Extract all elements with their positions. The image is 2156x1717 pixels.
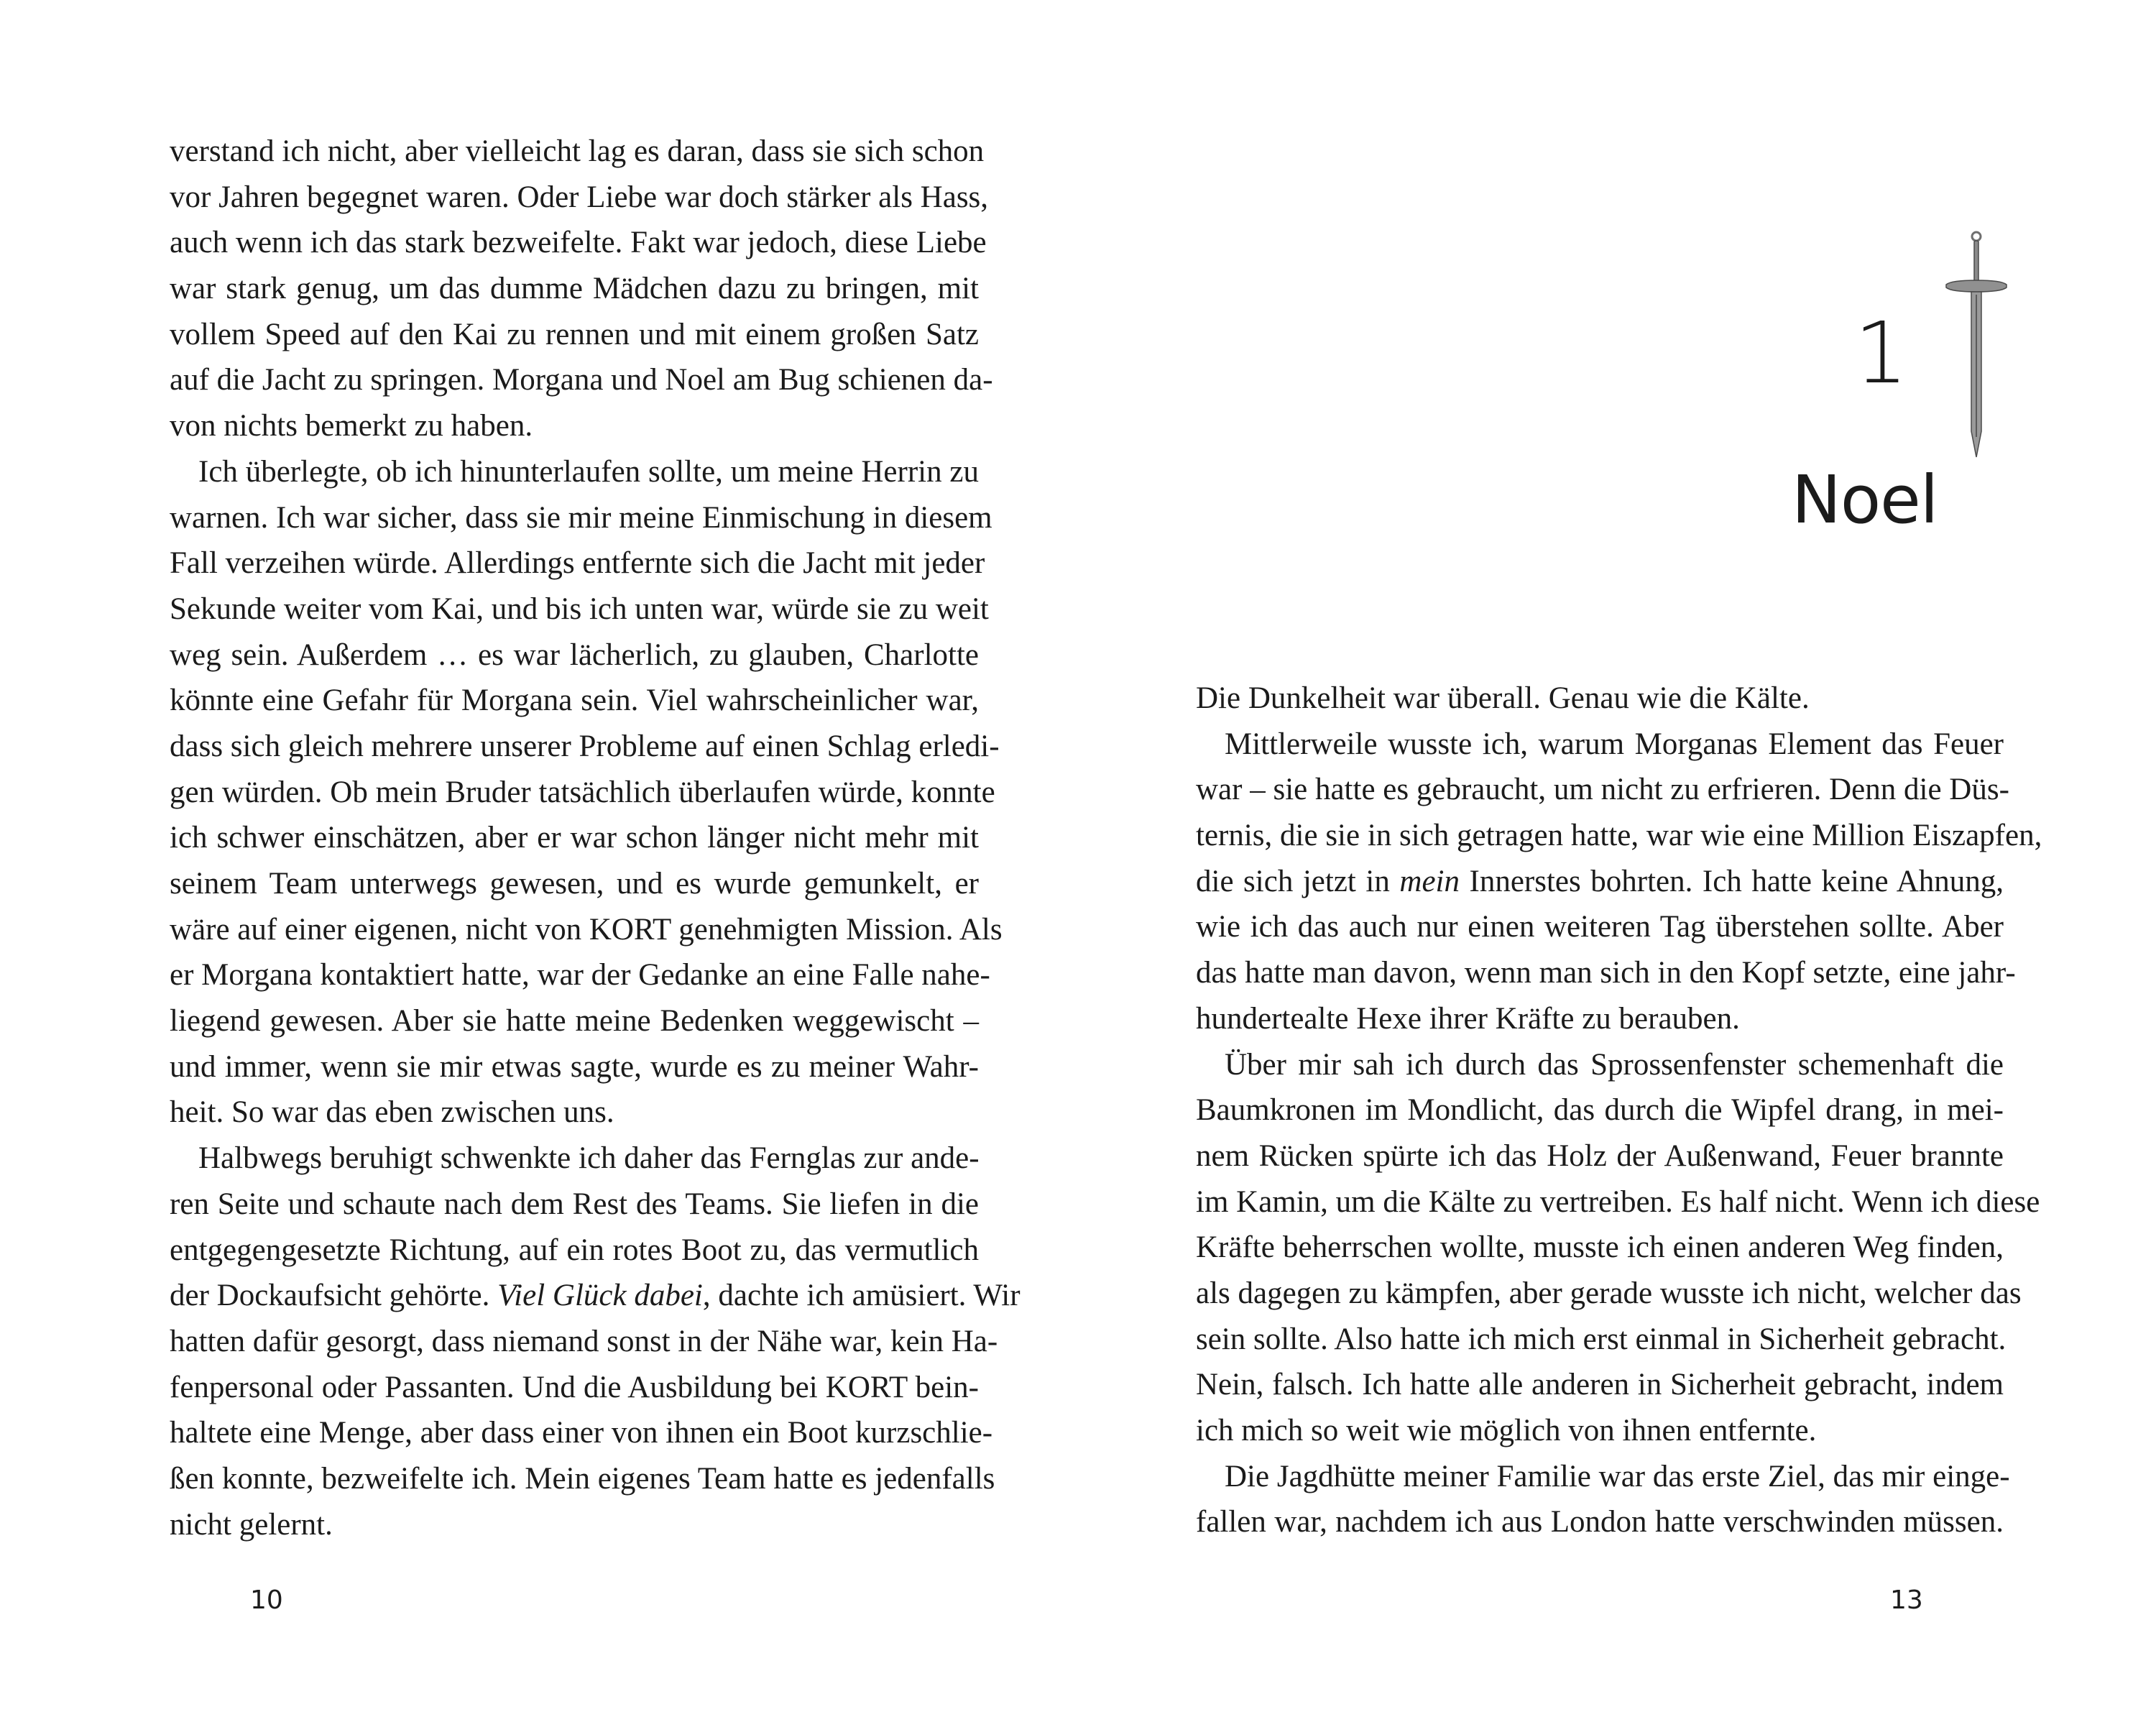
text-line: nem Rücken spürte ich das Holz der Außenwand, Feuer brannte <box>1196 1138 2004 1173</box>
text-line-end: Innerstes bohrten. Ich hatte keine Ahnung, <box>1459 864 2004 898</box>
text-line: verstand ich nicht, aber vielleicht lag es daran, dass sie sich schon <box>170 134 985 168</box>
text-line: warnen. Ich war sicher, dass sie mir meine Einmischung in diesem <box>170 500 992 535</box>
page-number: 13 <box>1890 1585 1923 1615</box>
text-line: er Morgana kontaktiert hatte, war der Gedanke an eine Falle nahe- <box>170 958 990 993</box>
text-line: Sekunde weiter vom Kai, und bis ich unten war, würde sie zu weit <box>170 591 989 626</box>
text-line: ich schwer einschätzen, aber er war schon länger nicht mehr mit <box>170 821 979 855</box>
text-line: Fall verzeihen würde. Allerdings entfernte sich die Jacht mit jeder <box>170 546 985 581</box>
text-line: seinem Team unterwegs gewesen, und es wurde gemunkelt, er <box>170 867 979 901</box>
text-line: weg sein. Außerdem … es war lächerlich, zu glauben, Charlotte <box>170 637 979 672</box>
text-line: Halbwegs beruhigt schwenkte ich daher das Fernglas zur ande- <box>198 1141 980 1176</box>
text-line: heit. So war das eben zwischen uns. <box>170 1095 614 1130</box>
text-line: Kräfte beherrschen wollte, musste ich einen anderen Weg finden, <box>1196 1230 2004 1265</box>
text-line: Mittlerweile wusste ich, warum Morganas Element das Feuer <box>1225 727 2004 761</box>
text-line: gen würden. Ob mein Bruder tatsächlich überlaufen würde, konnte <box>170 775 995 809</box>
text-line: Die Jagdhütte meiner Familie war das erste Ziel, das mir einge- <box>1225 1459 2010 1493</box>
text-line: haltete eine Menge, aber dass einer von ihnen ein Boot kurzschlie- <box>170 1416 993 1450</box>
text-line: ßen konnte, bezweifelte ich. Mein eigenes Team hatte es jedenfalls <box>170 1461 995 1496</box>
text-line: Die Dunkelheit war überall. Genau wie die Kälte. <box>1196 681 1810 715</box>
text-line: könnte eine Gefahr für Morgana sein. Viel wahrscheinlicher war, <box>170 683 979 718</box>
text-line: hatten dafür gesorgt, dass niemand sonst in der Nähe war, kein Ha- <box>170 1324 998 1358</box>
text-line <box>1196 859 2004 905</box>
text-line: auf die Jacht zu springen. Morgana und Noel am Bug schienen da- <box>170 363 993 397</box>
text-line: fenpersonal oder Passanten. Und die Ausbildung bei KORT bein- <box>170 1370 979 1404</box>
text-line: fallen war, nachdem ich aus London hatte verschwinden müssen. <box>1196 1505 2004 1539</box>
text-line: sein sollte. Also hatte ich mich erst einmal in Sicherheit gebracht. <box>1196 1322 2007 1356</box>
text-line: Ich überlegte, ob ich hinunterlaufen sollte, um meine Herrin zu <box>198 454 979 489</box>
right-page <box>1078 0 2156 1717</box>
left-page-text <box>170 129 1021 1547</box>
page-number: 10 <box>250 1585 283 1615</box>
chapter-number: 1 <box>1854 303 1909 402</box>
text-line-start: der Dockaufsicht gehörte. <box>170 1279 498 1313</box>
text-line: im Kamin, um die Kälte zu vertreiben. Es half nicht. Wenn ich diese <box>1196 1184 2040 1219</box>
text-line-start: die sich jetzt in <box>1196 864 1400 898</box>
text-line: ternis, die sie in sich getragen hatte, war wie eine Million Eiszapfen, <box>1196 819 2042 853</box>
text-line: hundertealte Hexe ihrer Kräfte zu berauben. <box>1196 1001 1740 1036</box>
text-line: von nichts bemerkt zu haben. <box>170 409 533 443</box>
text-line: ich mich so weit wie möglich von ihnen entfernte. <box>1196 1414 1817 1447</box>
chapter-title: Noel <box>1792 461 1938 538</box>
text-line: als dagegen zu kämpfen, aber gerade wusste ich nicht, welcher das <box>1196 1276 2022 1310</box>
text-line: vollem Speed auf den Kai zu rennen und mit einem großen Satz <box>170 317 979 351</box>
text-line: und immer, wenn sie mir etwas sagte, wurde es zu meiner Wahr- <box>170 1049 979 1084</box>
text-line: war – sie hatte es gebraucht, um nicht zu erfrieren. Denn die Düs- <box>1196 773 2009 807</box>
italic-phrase: Viel Glück dabei <box>497 1279 703 1313</box>
text-line: nicht gelernt. <box>170 1507 333 1542</box>
text-line: war stark genug, um das dumme Mädchen dazu zu bringen, mit <box>170 272 979 306</box>
text-line: dass sich gleich mehrere unserer Probleme auf einen Schlag erledi- <box>170 729 1000 763</box>
sword-icon <box>1944 229 2009 459</box>
text-line: liegend gewesen. Aber sie hatte meine Bedenken weggewischt – <box>170 1004 979 1039</box>
text-line: das hatte man davon, wenn man sich in den Kopf setzte, eine jahr- <box>1196 956 2016 990</box>
text-line: Über mir sah ich durch das Sprossenfenster schemenhaft die <box>1225 1047 2004 1082</box>
text-line: entgegengesetzte Richtung, auf ein rotes Boot zu, das vermutlich <box>170 1233 979 1267</box>
text-line: wie ich das auch nur einen weiteren Tag überstehen sollte. Aber <box>1196 910 2004 944</box>
text-line: wäre auf einer eigenen, nicht von KORT genehmigten Mission. Als <box>170 912 1003 947</box>
italic-word: mein <box>1399 864 1460 898</box>
text-line: Baumkronen im Mondlicht, das durch die Wipfel drang, in mei- <box>1196 1093 2004 1128</box>
text-line: auch wenn ich das stark bezweifelte. Fakt war jedoch, diese Liebe <box>170 226 987 260</box>
text-line: vor Jahren begegnet waren. Oder Liebe war doch stärker als Hass, <box>170 180 989 214</box>
right-page-text <box>1196 676 2042 1545</box>
text-line-end: , dachte ich amüsiert. Wir <box>702 1279 1021 1313</box>
text-line <box>170 1273 1021 1319</box>
text-line: Nein, falsch. Ich hatte alle anderen in Sicherheit gebracht, indem <box>1196 1368 2004 1402</box>
text-line: ren Seite und schaute nach dem Rest des Teams. Sie liefen in die <box>170 1187 979 1221</box>
